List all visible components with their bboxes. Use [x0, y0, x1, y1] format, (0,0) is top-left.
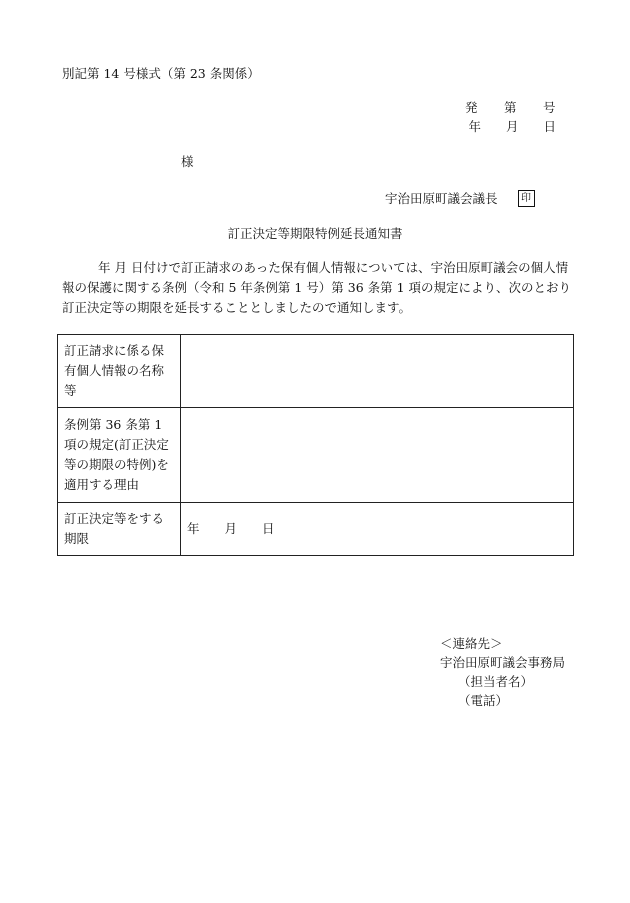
row-value-reason: [181, 408, 574, 503]
table-row: [58, 408, 574, 503]
addressee-suffix: 様: [181, 154, 194, 169]
info-table: [57, 334, 574, 556]
contact-heading: ＜連絡先＞: [440, 636, 503, 651]
contact-person: （担当者名）: [458, 674, 534, 689]
contact-block: [440, 634, 565, 710]
table-row: [58, 335, 574, 408]
issue-date: 年 月 日: [468, 119, 556, 134]
body-paragraph: 年 月 日付けで訂正請求のあった保有個人情報については、宇治田原町議会の個人情報の保護に関する条例（令和 5 年条例第 1 号）第 36 条第 1 項の規定により、次のとおり訂正決定等の期限を延長することとしましたので通知します。: [62, 260, 572, 315]
row-label-record-name: 訂正請求に係る保有個人情報の名称等: [58, 335, 181, 408]
row-label-deadline: 訂正決定等をする期限: [58, 503, 181, 556]
document-title: 訂正決定等期限特例延長通知書: [227, 226, 403, 241]
sender-block: [385, 189, 535, 207]
contact-phone: （電話）: [458, 693, 509, 708]
form-label: 別記第 14 号様式（第 23 条関係）: [62, 66, 260, 81]
seal-mark: 印: [518, 190, 535, 207]
row-value-record-name: [181, 335, 574, 408]
issue-number: 発 第 号: [464, 100, 556, 115]
sender-name: 宇治田原町議会議長: [385, 191, 498, 206]
row-label-reason: 条例第 36 条第 1 項の規定(訂正決定等の期限の特例)を適用する理由: [58, 408, 181, 503]
row-value-deadline: 年 月 日: [181, 503, 574, 556]
table-row: [58, 503, 574, 556]
contact-office: 宇治田原町議会事務局: [440, 655, 566, 670]
